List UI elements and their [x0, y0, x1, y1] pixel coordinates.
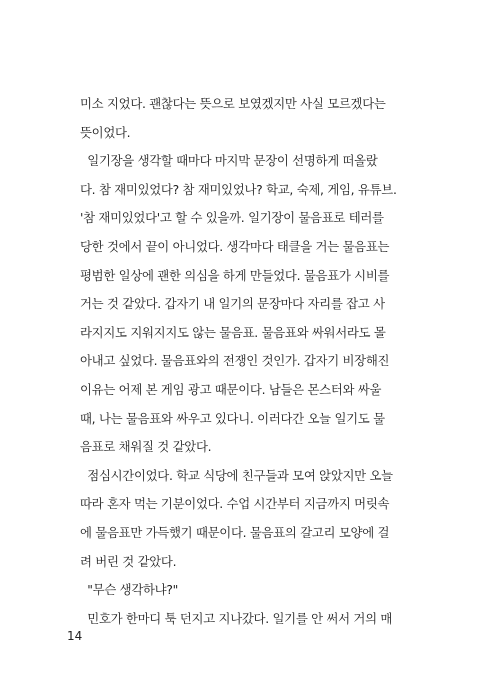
text-line: 때, 나는 물음표와 싸우고 있다니. 이러다간 오늘 일기도 물	[80, 410, 385, 426]
text-line: 다. 참 재미있었다? 참 재미있었나? 학교, 숙제, 게임, 유튜브.	[80, 181, 397, 197]
text-line: '참 재미있었다'고 할 수 있을까. 일기장이 물음표로 테러를	[80, 210, 384, 226]
text-line: 에 물음표만 가득했기 때문이다. 물음표의 갈고리 모양에 걸	[80, 524, 390, 540]
text-line: 미소 지었다. 괜찮다는 뜻으로 보였겠지만 사실 모르겠다는	[80, 96, 386, 111]
text-line: 음표로 채워질 것 같았다.	[80, 439, 212, 455]
text-line: 따라 혼자 먹는 기분이었다. 수업 시간부터 지금까지 머릿속	[80, 496, 390, 512]
body-text	[80, 90, 415, 633]
text-line: 이유는 어제 본 게임 광고 때문이다. 남들은 몬스터와 싸울	[80, 381, 382, 397]
text-line: 거는 것 같았다. 갑자기 내 일기의 문장마다 자리를 잡고 사	[80, 296, 385, 312]
text-line: 민호가 한마디 툭 던지고 지나갔다. 일기를 안 써서 거의 매	[80, 610, 393, 626]
text-line: "무슨 생각하냐?"	[80, 582, 179, 598]
text-line: 일기장을 생각할 때마다 마지막 문장이 선명하게 떠올랐	[80, 153, 378, 169]
text-line: 평범한 일상에 괜한 의심을 하게 만들었다. 물음표가 시비를	[80, 267, 390, 283]
text-line: 뜻이었다.	[80, 124, 131, 140]
text-line: 점심시간이었다. 학교 식당에 친구들과 모여 앉았지만 오늘	[80, 467, 393, 483]
text-line: 당한 것에서 끝이 아니었다. 생각마다 태클을 거는 물음표는	[80, 238, 390, 254]
text-line: 라지지도 지워지지도 않는 물음표. 물음표와 싸워서라도 몰	[80, 324, 386, 340]
page-number: 14	[67, 629, 83, 643]
text-line: 아내고 싶었다. 물음표와의 전쟁인 것인가. 갑자기 비장해진	[80, 353, 390, 369]
text-line: 려 버린 것 같았다.	[80, 553, 177, 569]
